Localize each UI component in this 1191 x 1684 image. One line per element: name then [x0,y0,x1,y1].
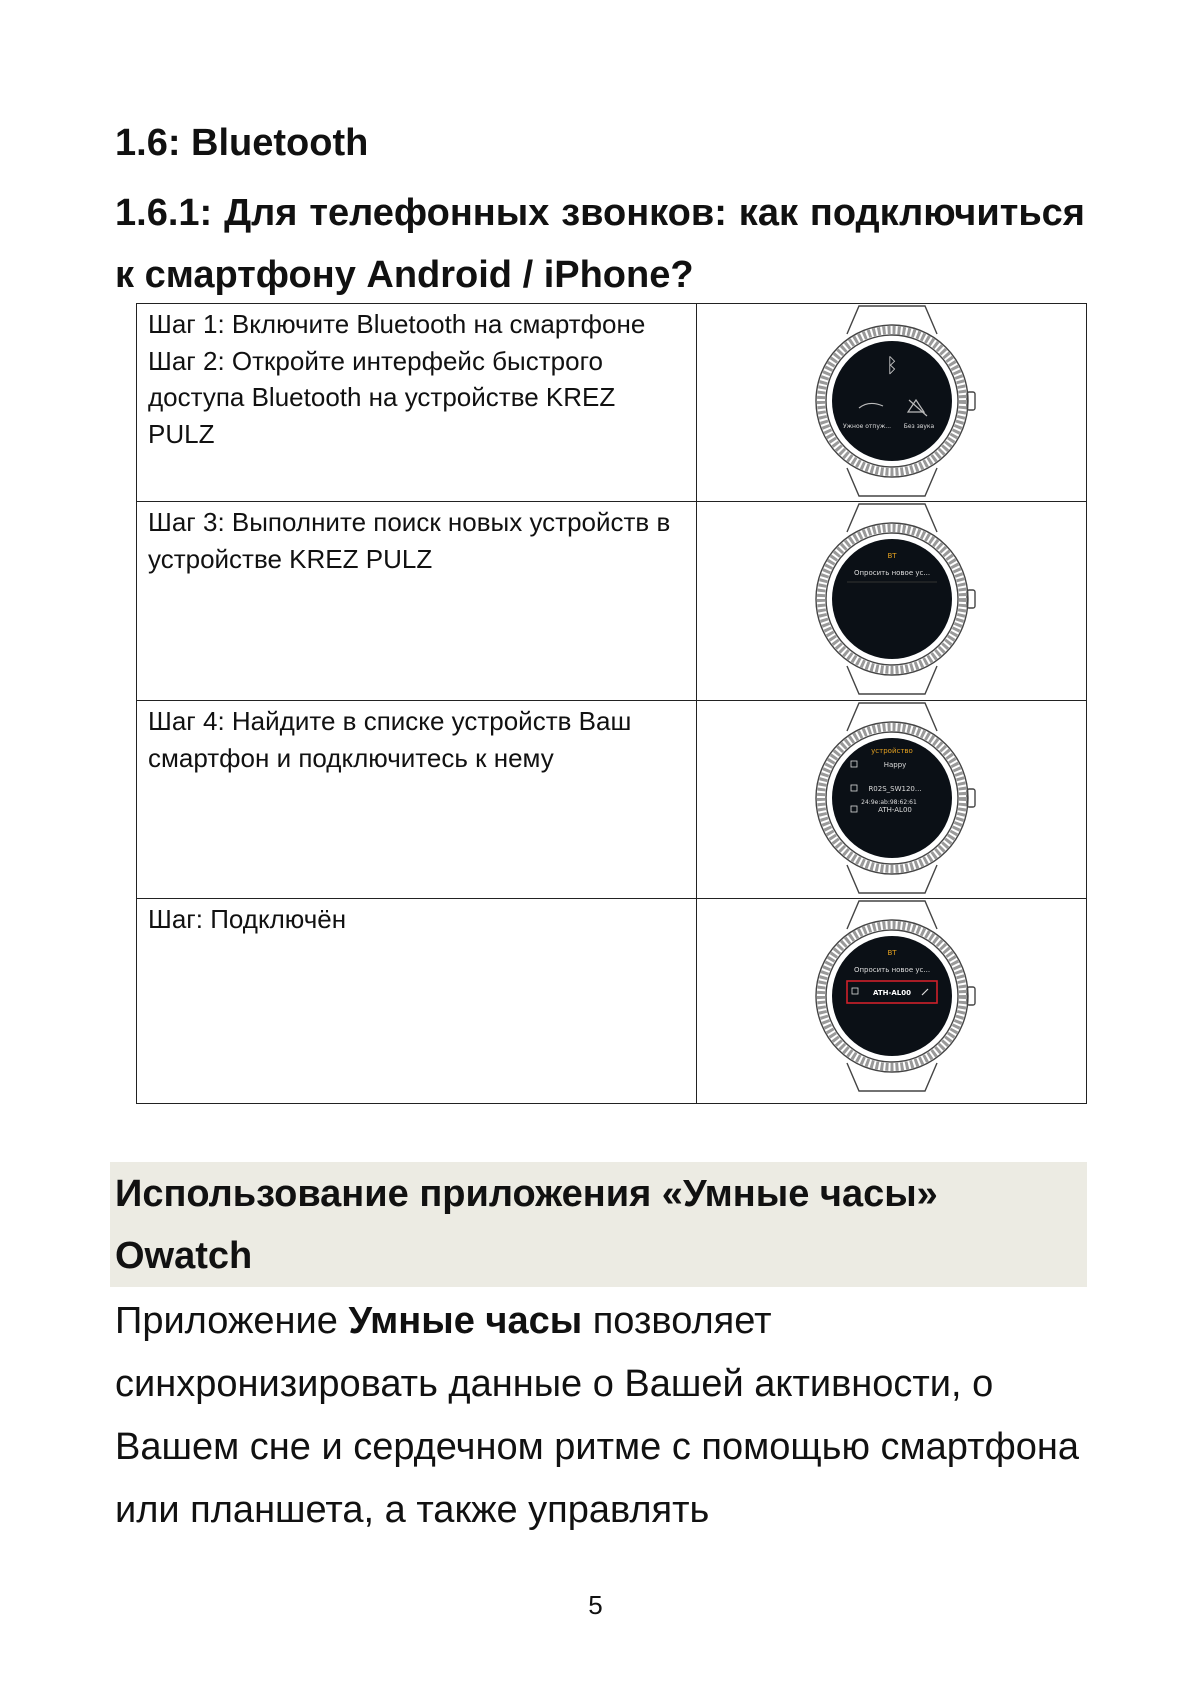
screen-item: Опросить новое ус... [853,966,930,974]
section-heading: 1.6: Bluetooth [115,122,369,164]
table-row [137,899,1087,1104]
subsection-number: 1.6.1: [115,192,213,234]
screen-item: 24:9e:ab:98:62:61 [860,799,917,806]
steps-table [136,303,1087,1104]
watch-image [807,899,977,1093]
subsection-title: Для телефонных звонков: как подключиться к смартфону Android / iPhone? [115,192,1085,296]
step-image-cell [697,304,1087,502]
para-prefix: Приложение [115,1300,349,1342]
app-description [115,1290,1095,1542]
step-text-cell [137,304,697,502]
page-number: 5 [588,1590,603,1620]
bluetooth-icon: ᛒ [885,353,898,377]
step-line: Шаг 1: Включите Bluetooth на смартфоне [148,309,646,339]
table-row [137,304,1087,502]
screen-item: R02S_SW120... [867,785,922,793]
app-section-title: Использование приложения «Умные часы» Owatch [115,1173,938,1277]
subsection-heading [115,182,1085,306]
screen-item: Happy [883,761,906,769]
table-row [137,502,1087,701]
step-text-cell [137,899,697,1104]
step-image-cell [697,701,1087,899]
step-image-cell [697,502,1087,701]
para-rest: позволяет синхронизировать данные о Вашей активности, о Вашем сне и сердечном ритме с помощью смартфона или планшета, а также управлять [115,1300,1079,1531]
screen-item: Опросить новое ус... [853,569,930,577]
screen-item: ATH-AL00 [877,806,912,814]
app-name: Умные часы [348,1300,583,1342]
screen-header: устройство [870,747,913,755]
step-line: Шаг 2: Откройте интерфейс быстрого доступа Bluetooth на устройстве KREZ PULZ [148,345,616,449]
watch-image [807,701,977,895]
step-line: Шаг 4: Найдите в списке устройств Ваш смартфон и подключитесь к нему [148,706,632,773]
watch-image [807,304,977,498]
step-image-cell [697,899,1087,1104]
watch-screen [832,738,952,858]
screen-header: BT [886,552,897,560]
screen-header: BT [886,949,897,957]
step-line: Шаг 3: Выполните поиск новых устройств в устройстве KREZ PULZ [148,507,671,574]
step-text-cell [137,701,697,899]
watch-image [807,502,977,696]
screen-item: ATH-AL00 [872,989,911,997]
screen-item: Без звука [903,423,934,430]
screen-item: Ужное отпуж... [842,423,891,430]
step-text-cell [137,502,697,701]
table-row [137,701,1087,899]
step-line: Шаг: Подключён [148,904,347,934]
